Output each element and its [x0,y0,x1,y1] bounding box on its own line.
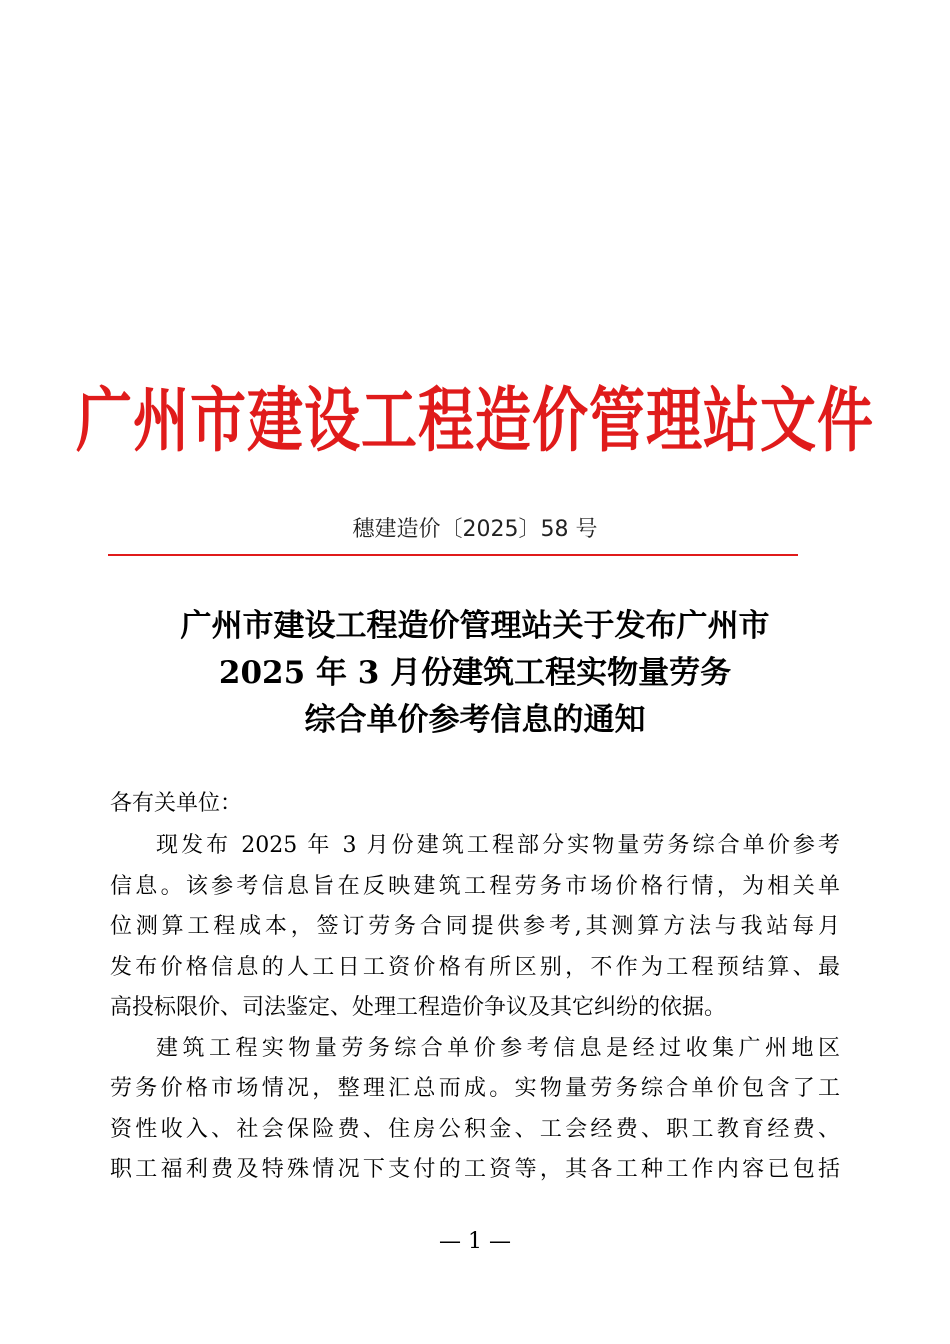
paragraph-1-line-4: 发布价格信息的人工日工资价格有所区别，不作为工程预结算、最 [110,954,840,980]
paragraph-1-line-3: 位测算工程成本，签订劳务合同提供参考,其测算方法与我站每月 [110,914,840,939]
red-divider-line [108,554,798,556]
page-number: — 1 — [439,1229,511,1254]
paragraph-1-line-1: 现发布 2025 年 3 月份建筑工程部分实物量劳务综合单价参考 [156,833,840,858]
paragraph-2-line-1: 建筑工程实物量劳务综合单价参考信息是经过收集广州地区 [156,1035,840,1061]
document-masthead: 广州市建设工程造价管理站文件 [76,380,874,462]
paragraph-1-line-5: 高投标限价、司法鉴定、处理工程造价争议及其它纠纷的依据。 [110,995,727,1020]
notice-title [60,603,890,744]
document-number: 穗建造价〔2025〕58 号 [352,517,598,542]
salutation: 各有关单位： [110,791,243,816]
paragraph-1-line-2: 信息。该参考信息旨在反映建筑工程劳务市场价格行情，为相关单 [110,873,840,899]
paragraph-2-line-2: 劳务价格市场情况，整理汇总而成。实物量劳务综合单价包含了工 [110,1076,840,1101]
paragraph-2-line-4: 职工福利费及特殊情况下支付的工资等，其各工种工作内容已包括 [110,1157,840,1182]
notice-title-line-2: 2025 年 3 月份建筑工程实物量劳务 [218,655,732,691]
notice-title-line-3: 综合单价参考信息的通知 [304,702,646,738]
body-text [110,826,840,1191]
paragraph-2-line-3: 资性收入、社会保险费、住房公积金、工会经费、职工教育经费、 [110,1116,840,1142]
notice-title-line-1: 广州市建设工程造价管理站关于发布广州市 [180,608,770,644]
